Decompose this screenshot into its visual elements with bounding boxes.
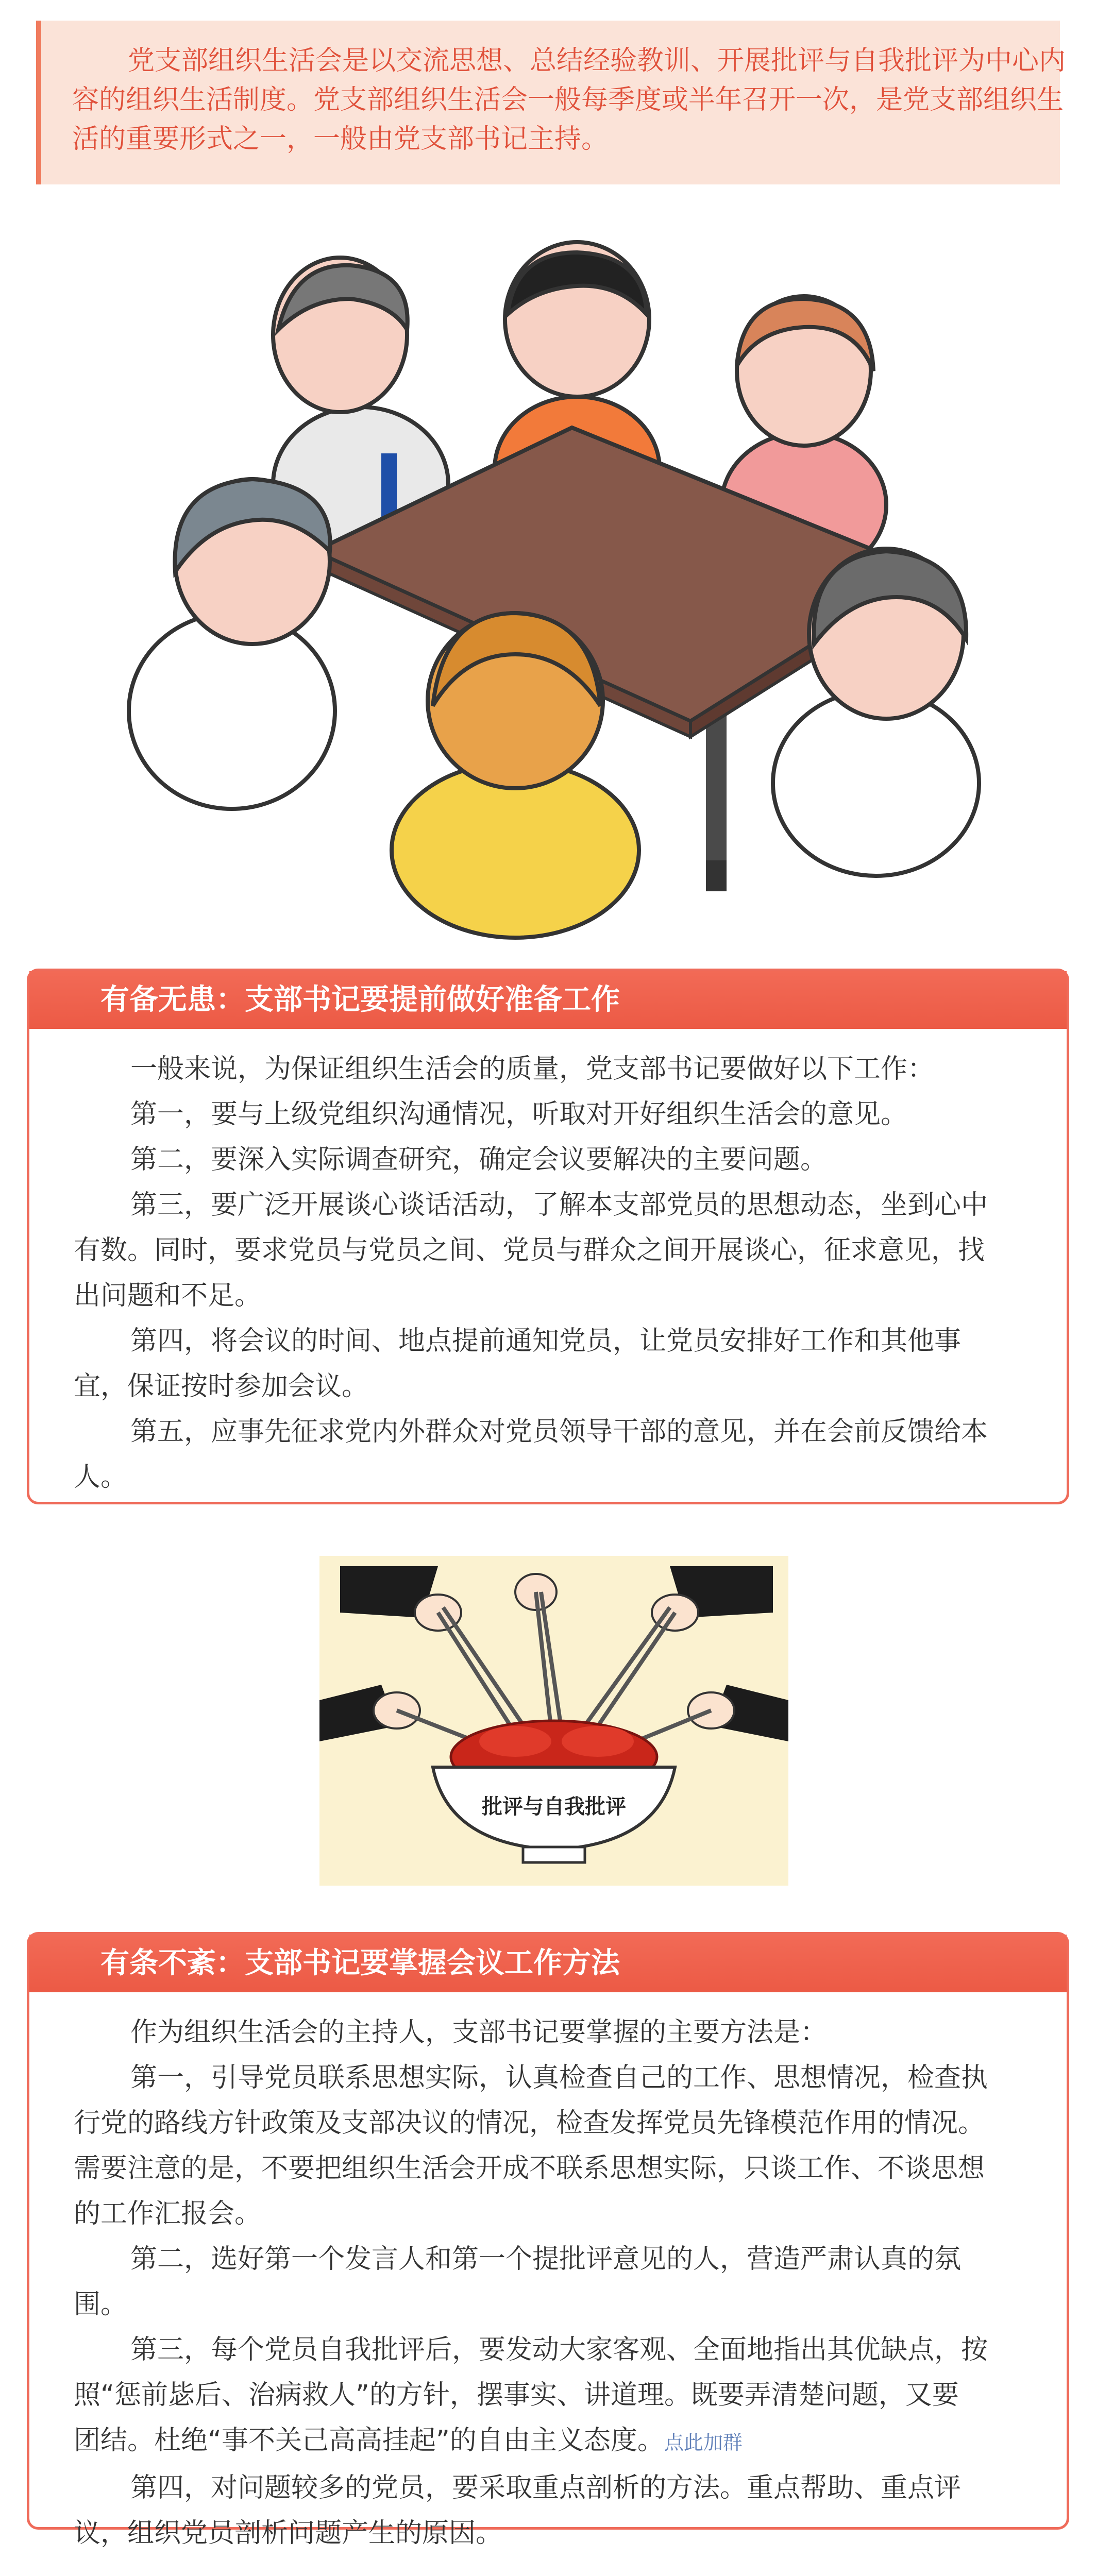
paragraph-line (74, 2418, 1022, 2465)
paragraph-line: 宜，保证按时参加会议。 (74, 1371, 369, 1402)
paragraph-line: 照“惩前毖后、治病救人”的方针，摆事实、讲道理。既要弄清楚问题，又要 (74, 2380, 959, 2411)
section-preparation (27, 969, 1069, 1504)
paragraph-line: 议，组织党员剖析问题产生的原因。 (74, 2518, 503, 2549)
paragraph-line: 有数。同时，要求党员与党员之间、党员与群众之间开展谈心，征求意见，找 (74, 1235, 985, 1266)
paragraph-line: 一般来说，为保证组织生活会的质量，党支部书记要做好以下工作： (130, 1054, 935, 1084)
paragraph-line: 第二，要深入实际调查研究，确定会议要解决的主要问题。 (130, 1144, 828, 1175)
intro-line: 容的组织生活制度。党支部组织生活会一般每季度或半年召开一次，是党支部组织生 (72, 84, 1064, 115)
paragraph-line: 第四，将会议的时间、地点提前通知党员，让党员安排好工作和其他事 (130, 1326, 962, 1357)
paragraph-line: 人。 (74, 1462, 128, 1493)
join-group-link[interactable]: 点此加群 (664, 2431, 743, 2454)
paragraph-line: 第一，引导党员联系思想实际，认真检查自己的工作、思想情况，检查执 (130, 2062, 988, 2093)
paragraph-line: 作为组织生活会的主持人，支部书记要掌握的主要方法是： (130, 2017, 828, 2048)
paragraph-line: 的工作汇报会。 (74, 2198, 262, 2229)
paragraph-line: 第三，每个党员自我批评后，要发动大家客观、全面地指出其优缺点，按 (130, 2334, 988, 2365)
paragraph-line: 第三，要广泛开展谈心谈话活动，了解本支部党员的思想动态，坐到心中 (130, 1190, 988, 1221)
section-body (29, 1029, 1067, 1500)
paragraph-line: 第二，选好第一个发言人和第一个提批评意见的人，营造严肃认真的氛 (130, 2244, 962, 2275)
paragraph-line: 第四，对问题较多的党员，要采取重点剖析的方法。重点帮助、重点评 (130, 2472, 962, 2503)
criticism-bowl-illustration (319, 1556, 788, 1886)
section-methods (27, 1932, 1069, 2549)
intro-box (36, 21, 1066, 184)
section-title: 有条不紊：支部书记要掌握会议工作方法 (29, 1935, 1067, 1992)
section-title: 有备无患：支部书记要提前做好准备工作 (29, 971, 1067, 1029)
paragraph-line: 行党的路线方针政策及支部决议的情况，检查发挥党员先锋模范作用的情况。 (74, 2108, 985, 2139)
meeting-table-illustration (124, 242, 979, 912)
intro-line: 活的重要形式之一，一般由党支部书记主持。 (72, 124, 609, 155)
paragraph-line: 第一，要与上级党组织沟通情况，听取对开好组织生活会的意见。 (130, 1099, 908, 1130)
paragraph-line: 出问题和不足。 (74, 1280, 262, 1311)
paragraph-line: 围。 (74, 2289, 128, 2320)
paragraph-line: 需要注意的是，不要把组织生活会开成不联系思想实际，只谈工作、不谈思想 (74, 2153, 985, 2184)
paragraph-line: 第五，应事先征求党内外群众对党员领导干部的意见，并在会前反馈给本 (130, 1416, 988, 1447)
section-body (29, 1992, 1067, 2556)
intro-line: 党支部组织生活会是以交流思想、总结经验教训、开展批评与自我批评为中心内 (128, 45, 1066, 76)
paragraph-text: 团结。杜绝“事不关己高高挂起”的自由主义态度。 (74, 2425, 664, 2456)
bowl-caption: 批评与自我批评 (482, 1795, 626, 1819)
